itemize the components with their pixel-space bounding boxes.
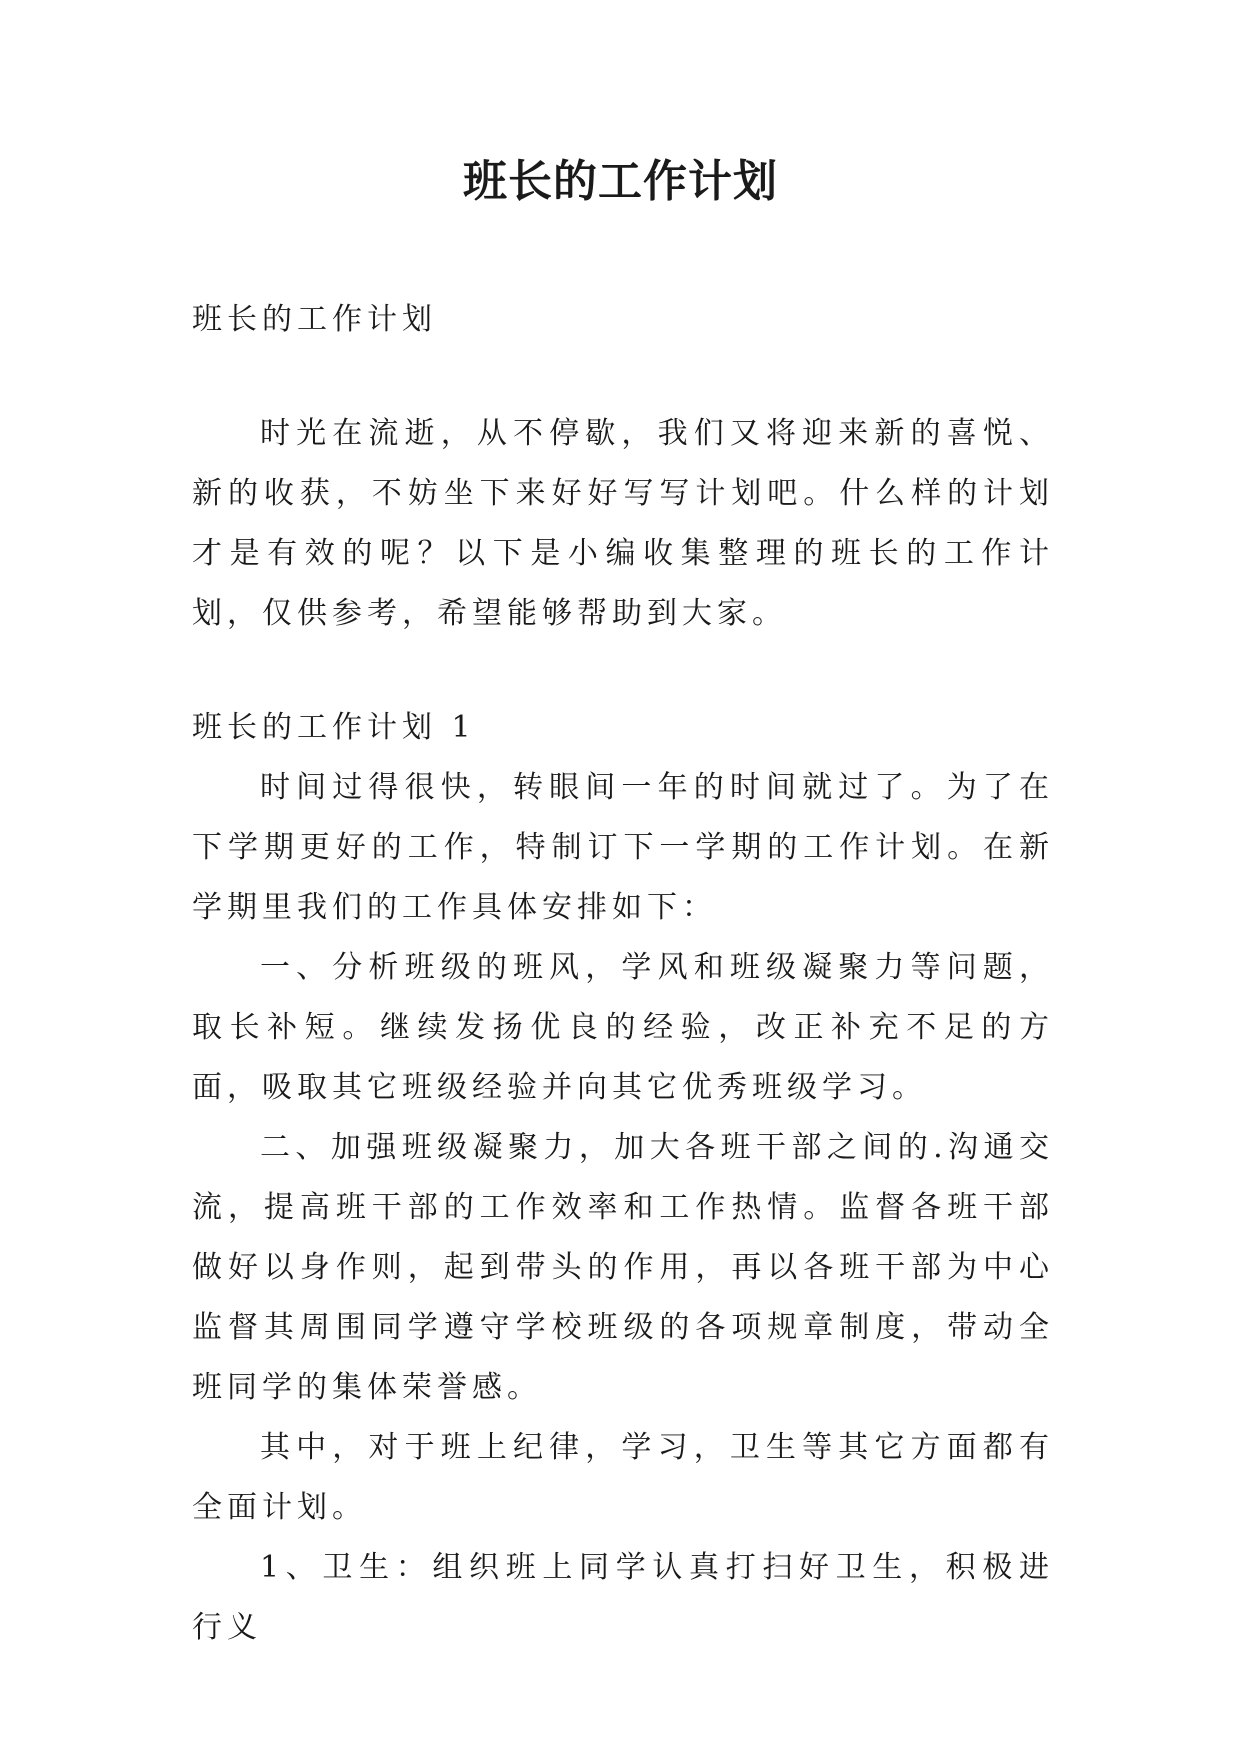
body-paragraph: 一、分析班级的班风，学风和班级凝聚力等问题，取长补短。继续发扬优良的经验，改正补充不足的方面，吸取其它班级经验并向其它优秀班级学习。 [192,950,1054,1105]
document-subtitle: 班长的工作计划 [192,302,437,337]
spacer [192,350,1054,404]
body-paragraph: 时间过得很快，转眼间一年的时间就过了。为了在下学期更好的工作，特制订下一学期的工作计划。在新学期里我们的工作具体安排如下： [192,770,1054,925]
body-paragraph: 其中，对于班上纪律，学习，卫生等其它方面都有全面计划。 [192,1430,1054,1525]
document-title: 班长的工作计划 [463,156,778,207]
spacer [192,644,1054,698]
body-paragraph: 二、加强班级凝聚力，加大各班干部之间的.沟通交流，提高班干部的工作效率和工作热情。监督各班干部做好以身作则，起到带头的作用，再以各班干部为中心监督其周围同学遵守学校班级的各项规章制度，带动全班同学的集体荣誉感。 [192,1130,1054,1405]
intro-paragraph: 时光在流逝，从不停歇，我们又将迎来新的喜悦、新的收获，不妨坐下来好好写写计划吧。什么样的计划才是有效的呢？以下是小编收集整理的班长的工作计划，仅供参考，希望能够帮助到大家。 [192,416,1054,631]
body-paragraph: 1、卫生：组织班上同学认真打扫好卫生，积极进行义 [192,1550,1054,1645]
document-body [192,290,1054,1658]
section-heading: 班长的工作计划 1 [192,710,476,745]
